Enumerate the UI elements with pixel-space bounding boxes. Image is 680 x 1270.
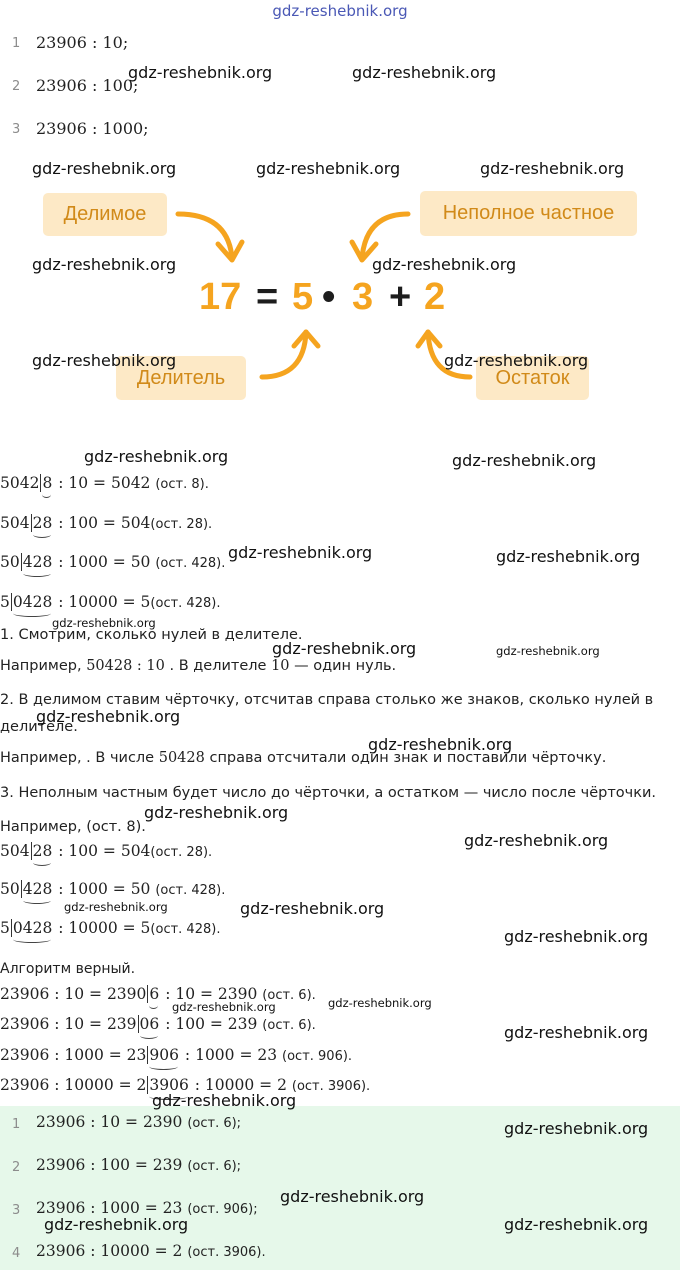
watermark: gdz-reshebnik.org bbox=[240, 899, 385, 918]
watermark: gdz-reshebnik.org bbox=[84, 447, 229, 466]
answer-line-4: 23906 : 10000 = 2 (ост. 3906). bbox=[36, 1242, 266, 1260]
question-expr-3: 23906 : 1000; bbox=[36, 119, 149, 138]
watermark: gdz-reshebnik.org bbox=[172, 1000, 276, 1014]
answer-line-2: 23906 : 100 = 239 (ост. 6); bbox=[36, 1156, 242, 1174]
site-header-link[interactable]: gdz-reshebnik.org bbox=[272, 2, 408, 20]
step-3: 3. Неполным частным будет число до чёрточки, а остатком — число после чёрточки. bbox=[0, 785, 657, 801]
watermark: gdz-reshebnik.org bbox=[480, 159, 625, 178]
recap-line-2: 504 28 : 100 = 504(ост. 28). bbox=[0, 842, 213, 860]
step-2-line-2: делителе. bbox=[0, 719, 78, 735]
solution-line-4: 23906 : 10000 = 2 3906 : 10000 = 2 (ост. 3906). bbox=[0, 1076, 371, 1094]
watermark: gdz-reshebnik.org bbox=[32, 351, 177, 370]
question-number-1: 1 bbox=[12, 36, 21, 51]
work-line-4: 5 0428 : 10000 = 5(ост. 428). bbox=[0, 593, 221, 611]
equation-divisor: 5 bbox=[292, 276, 314, 318]
diagram-arrows bbox=[0, 180, 680, 410]
equation-plus: + bbox=[389, 276, 412, 318]
question-number-3: 3 bbox=[12, 122, 21, 137]
work-line-2: 504 28 : 100 = 504(ост. 28). bbox=[0, 514, 213, 532]
equation-dividend: 17 bbox=[199, 276, 242, 318]
watermark: gdz-reshebnik.org bbox=[32, 159, 177, 178]
equation-equals: = bbox=[256, 276, 279, 318]
step-1: 1. Смотрим, сколько нулей в делителе. bbox=[0, 627, 303, 643]
watermark: gdz-reshebnik.org bbox=[368, 735, 513, 754]
answer-line-3: 23906 : 1000 = 23 (ост. 906); bbox=[36, 1199, 258, 1217]
watermark: gdz-reshebnik.org bbox=[496, 547, 641, 566]
work-line-3: 50 428 : 1000 = 50 (ост. 428). bbox=[0, 553, 226, 571]
answer-number-1: 1 bbox=[12, 1117, 21, 1132]
watermark: gdz-reshebnik.org bbox=[256, 159, 401, 178]
watermark: gdz-reshebnik.org bbox=[504, 1119, 649, 1138]
watermark: gdz-reshebnik.org bbox=[464, 831, 609, 850]
solution-line-1: 23906 : 10 = 2390 6 : 10 = 2390 (ост. 6). bbox=[0, 985, 316, 1003]
answer-number-3: 3 bbox=[12, 1203, 21, 1218]
example-2: Например, . В числе 50428 справа отсчитали один знак и поставили чёрточку. bbox=[0, 750, 607, 766]
watermark: gdz-reshebnik.org bbox=[32, 255, 177, 274]
watermark: gdz-reshebnik.org bbox=[128, 63, 273, 82]
watermark: gdz-reshebnik.org bbox=[352, 63, 497, 82]
watermark: gdz-reshebnik.org bbox=[144, 803, 289, 822]
watermark: gdz-reshebnik.org bbox=[272, 639, 417, 658]
watermark: gdz-reshebnik.org bbox=[504, 1215, 649, 1234]
watermark: gdz-reshebnik.org bbox=[64, 900, 168, 914]
work-line-1: 5042 8 : 10 = 5042 (ост. 8). bbox=[0, 474, 209, 492]
answer-number-2: 2 bbox=[12, 1160, 21, 1175]
answer-number-4: 4 bbox=[12, 1246, 21, 1261]
equation-quotient: 3 bbox=[352, 276, 374, 318]
step-2-line-1: 2. В делимом ставим чёрточку, отсчитав справа столько же знаков, сколько нулей в bbox=[0, 692, 654, 708]
watermark: gdz-reshebnik.org bbox=[504, 927, 649, 946]
watermark: gdz-reshebnik.org bbox=[228, 543, 373, 562]
verdict: Алгоритм верный. bbox=[0, 961, 136, 977]
partial-quotient-label: Неполное частное bbox=[420, 191, 637, 236]
recap-line-4: 5 0428 : 10000 = 5(ост. 428). bbox=[0, 919, 221, 937]
watermark: gdz-reshebnik.org bbox=[328, 996, 432, 1010]
watermark: gdz-reshebnik.org bbox=[372, 255, 517, 274]
question-number-2: 2 bbox=[12, 79, 21, 94]
equation-dot: • bbox=[322, 276, 336, 318]
watermark: gdz-reshebnik.org bbox=[452, 451, 597, 470]
equation-remainder: 2 bbox=[424, 276, 446, 318]
example-1: Например, 50428 : 10 . В делителе 10 — один нуль. bbox=[0, 658, 397, 674]
question-expr-1: 23906 : 10; bbox=[36, 33, 129, 52]
watermark: gdz-reshebnik.org bbox=[36, 707, 181, 726]
solution-line-3: 23906 : 1000 = 23 906 : 1000 = 23 (ост. 906). bbox=[0, 1046, 353, 1064]
watermark: gdz-reshebnik.org bbox=[504, 1023, 649, 1042]
watermark: gdz-reshebnik.org bbox=[444, 351, 589, 370]
watermark: gdz-reshebnik.org bbox=[152, 1091, 297, 1110]
example-3: Например, (ост. 8). bbox=[0, 819, 146, 835]
watermark: gdz-reshebnik.org bbox=[44, 1215, 189, 1234]
question-expr-2: 23906 : 100; bbox=[36, 76, 139, 95]
watermark: gdz-reshebnik.org bbox=[496, 644, 600, 658]
solution-line-2: 23906 : 10 = 239 06 : 100 = 239 (ост. 6). bbox=[0, 1015, 316, 1033]
answer-line-1: 23906 : 10 = 2390 (ост. 6); bbox=[36, 1113, 242, 1131]
watermark: gdz-reshebnik.org bbox=[52, 616, 156, 630]
divisor-label: Делитель bbox=[116, 356, 246, 400]
dividend-label: Делимое bbox=[43, 193, 167, 236]
watermark: gdz-reshebnik.org bbox=[280, 1187, 425, 1206]
recap-line-3: 50 428 : 1000 = 50 (ост. 428). bbox=[0, 880, 226, 898]
remainder-label: Остаток bbox=[476, 356, 589, 400]
